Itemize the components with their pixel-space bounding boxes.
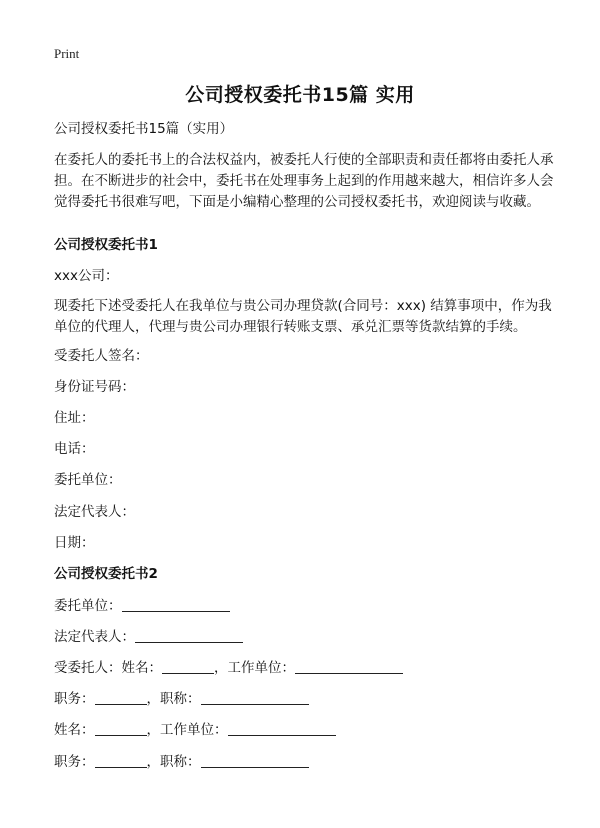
work-unit2-label: ，工作单位：	[146, 722, 228, 738]
field-id-number: 身份证号码：	[54, 379, 135, 395]
title-blank	[201, 689, 309, 705]
intro-paragraph: 在委托人的委托书上的合法权益内，被委托人行使的全部职责和责任都将由委托人承担。在不断进步的社会中，委托书在处理事务上起到的作用越来越大，相信许多人会觉得委托书很难写吧，下面是小编精心整理的公司授权委托书，欢迎阅读与收藏。	[54, 152, 554, 210]
document-subtitle: 公司授权委托书15篇（实用）	[54, 121, 234, 137]
title2-blank	[201, 752, 309, 768]
section1-body: 现委托下述受委托人在我单位与贵公司办理贷款(合同号：xxx) 结算事项中，作为我单位的代理人，代理与贵公司办理银行转账支票、承兑汇票等货款结算的手续。	[54, 298, 552, 335]
name-label: 姓名：	[54, 722, 95, 738]
agent-name-label: 受委托人：姓名：	[54, 660, 162, 676]
row-position2	[54, 752, 554, 773]
field-legal-rep: 法定代表人：	[54, 504, 135, 520]
print-link[interactable]: Print	[54, 46, 80, 61]
name-blank	[95, 720, 147, 736]
section2-heading: 公司授权委托书2	[54, 566, 158, 582]
row-entrusting-unit	[54, 596, 554, 617]
row-position	[54, 689, 554, 710]
work-unit-blank	[295, 658, 403, 674]
field-address: 住址：	[54, 410, 95, 426]
field-entrusting-unit: 委托单位：	[54, 472, 122, 488]
work-unit2-blank	[228, 720, 336, 736]
row-name	[54, 720, 554, 741]
page-title: 公司授权委托书15篇 实用	[185, 84, 415, 106]
addressee: xxx公司：	[54, 268, 119, 284]
position2-label: 职务：	[54, 754, 95, 770]
field-date: 日期：	[54, 535, 95, 551]
field-phone: 电话：	[54, 441, 95, 457]
work-unit-label: ，工作单位：	[214, 660, 295, 676]
entrusting-unit-blank	[122, 596, 230, 612]
entrusting-unit-label: 委托单位：	[54, 598, 122, 614]
legal-rep-label: 法定代表人：	[54, 629, 135, 645]
legal-rep-blank	[135, 627, 243, 643]
position-label: 职务：	[54, 691, 95, 707]
row-agent	[54, 658, 554, 679]
section1-heading: 公司授权委托书1	[54, 237, 158, 253]
position2-blank	[95, 752, 147, 768]
field-agent-signature: 受委托人签名：	[54, 348, 149, 364]
position-blank	[95, 689, 147, 705]
title2-label: ，职称：	[146, 754, 201, 770]
row-legal-rep	[54, 627, 554, 648]
agent-name-blank	[162, 658, 214, 674]
title-label: ，职称：	[146, 691, 201, 707]
